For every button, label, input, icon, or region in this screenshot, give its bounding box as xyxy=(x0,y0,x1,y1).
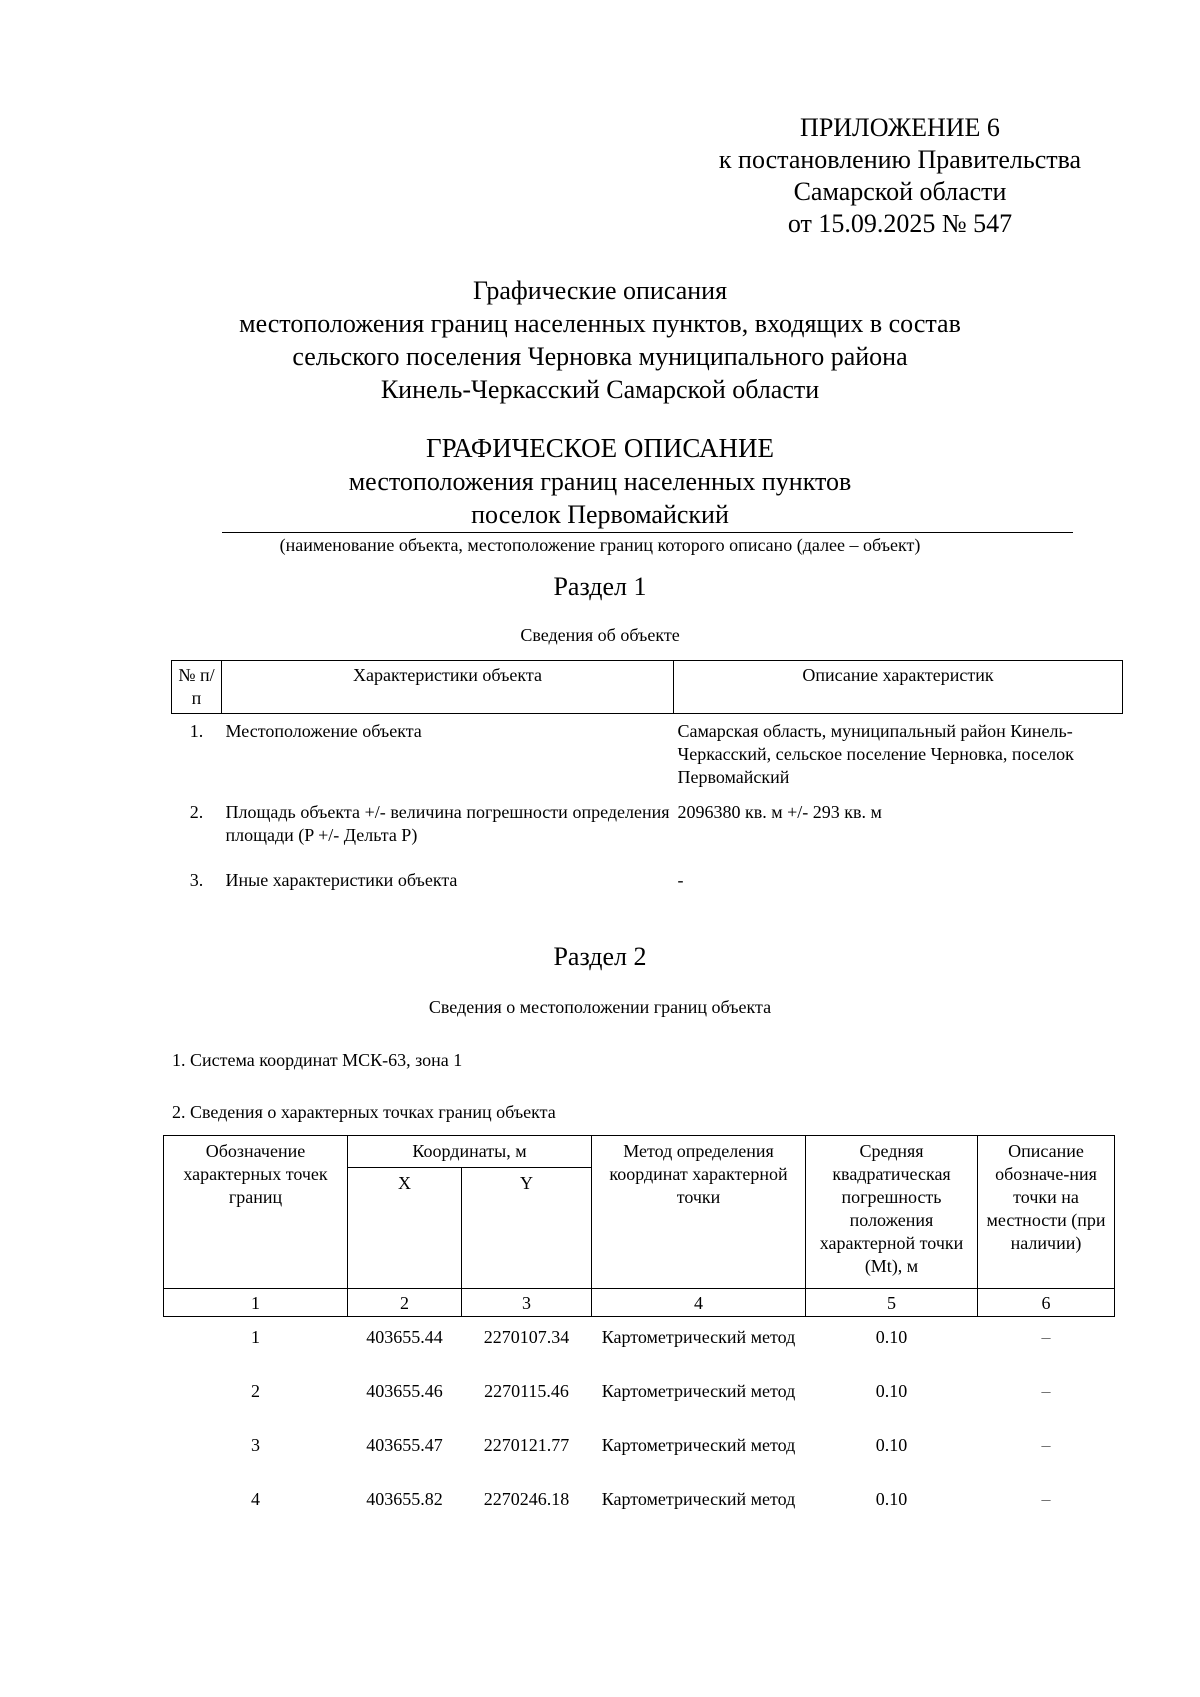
appendix-number: ПРИЛОЖЕНИЕ 6 xyxy=(800,113,1000,142)
appendix-block xyxy=(650,112,1150,240)
point-method: Картометрический метод xyxy=(601,1381,796,1401)
point-number: 1 xyxy=(251,1327,260,1347)
header-y: Y xyxy=(462,1168,592,1289)
document-heading-line: сельского поселения Черновка муниципального района xyxy=(292,342,908,371)
table-row xyxy=(164,1371,1115,1425)
point-x: 403655.44 xyxy=(366,1327,443,1347)
points-heading: 2. Сведения о характерных точках границ объекта xyxy=(172,1102,556,1122)
document-heading xyxy=(150,274,1050,406)
appendix-date: от 15.09.2025 № 547 xyxy=(787,209,1013,238)
points-header-row xyxy=(164,1136,1115,1168)
table-row xyxy=(172,714,1123,790)
point-error: 0.10 xyxy=(875,1381,908,1401)
row-number: 1. xyxy=(189,721,204,741)
coordinate-system: 1. Система координат МСК-63, зона 1 xyxy=(172,1050,463,1070)
point-description: – xyxy=(1041,1435,1051,1455)
table-row xyxy=(172,847,1123,892)
point-number: 3 xyxy=(251,1435,260,1455)
boundary-points-table xyxy=(163,1135,1115,1533)
point-description: – xyxy=(1041,1489,1051,1509)
row-number: 2. xyxy=(189,802,204,822)
point-method: Картометрический метод xyxy=(601,1489,796,1509)
column-number: 6 xyxy=(978,1289,1115,1317)
header-x: X xyxy=(348,1168,462,1289)
column-number: 5 xyxy=(806,1289,978,1317)
table-row xyxy=(164,1479,1115,1533)
section1-title: Раздел 1 xyxy=(553,572,647,601)
column-number: 4 xyxy=(592,1289,806,1317)
header-method: Метод определения координат характерной точки xyxy=(592,1136,806,1289)
section2-title: Раздел 2 xyxy=(553,942,647,971)
appendix-decree: к постановлению Правительства xyxy=(718,145,1082,174)
point-description: – xyxy=(1041,1381,1051,1401)
header-point-designation: Обозначение характерных точек границ xyxy=(164,1136,348,1289)
point-y: 2270115.46 xyxy=(484,1381,569,1401)
object-name-underline xyxy=(222,532,1073,533)
header-cell-characteristics: Характеристики объекта xyxy=(222,661,674,714)
table-row xyxy=(164,1317,1115,1372)
header-error: Средняя квадратическая погрешность положения характерной точки (Mt), м xyxy=(806,1136,978,1289)
point-method: Картометрический метод xyxy=(601,1327,796,1347)
row-characteristic: Местоположение объекта xyxy=(225,721,422,741)
table-row xyxy=(172,789,1123,847)
object-heading-subtitle: местоположения границ населенных пунктов xyxy=(348,467,852,496)
header-coordinates: Координаты, м xyxy=(348,1136,592,1168)
row-value: - xyxy=(677,870,684,890)
object-info-table xyxy=(171,660,1123,892)
document-heading-line: Графические описания xyxy=(472,276,728,305)
object-heading xyxy=(150,432,1050,531)
row-characteristic: Иные характеристики объекта xyxy=(225,870,458,890)
column-number-row xyxy=(164,1289,1115,1317)
point-error: 0.10 xyxy=(875,1489,908,1509)
column-number: 1 xyxy=(164,1289,348,1317)
point-y: 2270246.18 xyxy=(483,1489,570,1509)
row-value: Самарская область, муниципальный район Кинель-Черкасский, сельское поселение Черновка, поселок Первомайский xyxy=(677,721,1074,787)
document-heading-line: местоположения границ населенных пунктов, входящих в состав xyxy=(239,309,961,338)
document-heading-line: Кинель-Черкасский Самарской области xyxy=(380,375,820,404)
point-error: 0.10 xyxy=(875,1327,908,1347)
appendix-region: Самарской области xyxy=(793,177,1007,206)
point-method: Картометрический метод xyxy=(601,1435,796,1455)
section1-subtitle: Сведения об объекте xyxy=(520,625,680,645)
section2-subtitle: Сведения о местоположении границ объекта xyxy=(428,997,772,1017)
row-number: 3. xyxy=(189,870,204,890)
point-x: 403655.82 xyxy=(366,1489,443,1509)
header-cell-number: № п/п xyxy=(172,661,222,714)
point-number: 4 xyxy=(251,1489,260,1509)
object-name-caption: (наименование объекта, местоположение границ которого описано (далее – объект) xyxy=(279,535,921,555)
point-error: 0.10 xyxy=(875,1435,908,1455)
point-x: 403655.46 xyxy=(366,1381,443,1401)
point-x: 403655.47 xyxy=(366,1435,443,1455)
object-name: поселок Первомайский xyxy=(471,500,729,529)
header-point-description: Описание обозначе-ния точки на местности (при наличии) xyxy=(978,1136,1115,1289)
point-y: 2270107.34 xyxy=(483,1327,570,1347)
row-characteristic: Площадь объекта +/- величина погрешности определения площади (P +/- Дельта P) xyxy=(225,802,670,845)
object-heading-title: ГРАФИЧЕСКОЕ ОПИСАНИЕ xyxy=(425,433,775,463)
object-info-header-row xyxy=(172,661,1123,714)
column-number: 2 xyxy=(348,1289,462,1317)
point-number: 2 xyxy=(251,1381,260,1401)
row-value: 2096380 кв. м +/- 293 кв. м xyxy=(677,802,882,822)
header-cell-description: Описание характеристик xyxy=(674,661,1123,714)
point-y: 2270121.77 xyxy=(483,1435,570,1455)
table-row xyxy=(164,1425,1115,1479)
column-number: 3 xyxy=(462,1289,592,1317)
point-description: – xyxy=(1041,1327,1051,1347)
